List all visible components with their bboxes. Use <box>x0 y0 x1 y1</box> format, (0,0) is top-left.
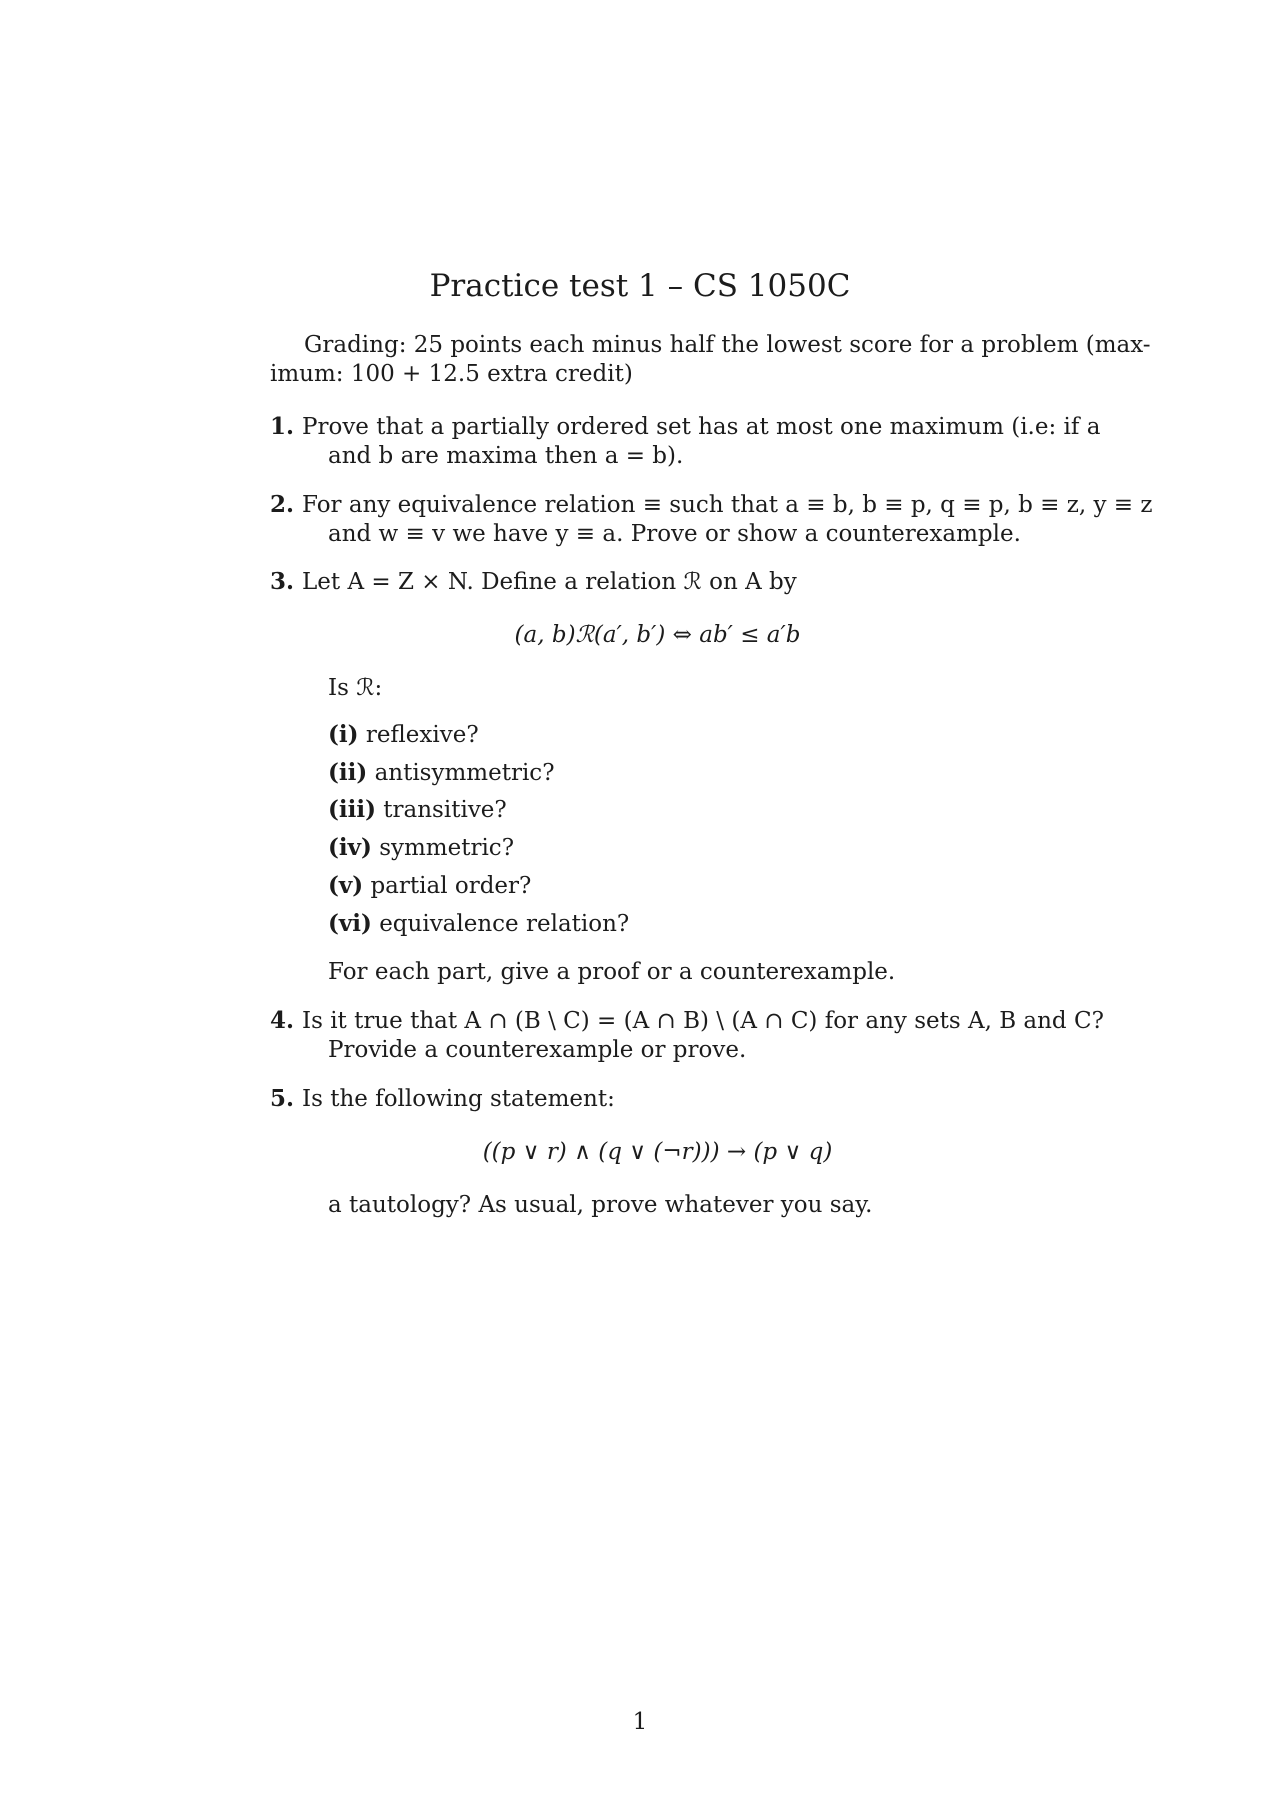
problem-3-closing: For each part, give a proof or a counterexample. <box>328 959 896 985</box>
problem-3-number: 3. <box>270 568 295 595</box>
problem-5-formula: ((p ∨ r) ∧ (q ∨ (¬r))) → (p ∨ q) <box>482 1139 833 1165</box>
problem-1-number: 1. <box>270 413 295 440</box>
page-title: Practice test 1 – CS 1050C <box>429 268 851 304</box>
problem-3-line-1: Let A = Z × N. Define a relation ℛ on A by <box>302 569 797 595</box>
problem-3-part-iii: (iii) transitive? <box>328 796 507 823</box>
problem-2-line-2: and w ≡ v we have y ≡ a. Prove or show a counterexample. <box>328 521 1021 547</box>
problem-1-line-1: Prove that a partially ordered set has at most one maximum (i.e: if a <box>302 414 1101 440</box>
problem-5-line-1: Is the following statement: <box>302 1086 615 1112</box>
problem-2-number: 2. <box>270 491 295 518</box>
problem-1-line-2: and b are maxima then a = b). <box>328 443 684 469</box>
problem-3-part-iv: (iv) symmetric? <box>328 834 515 861</box>
problem-3-part-v: (v) partial order? <box>328 872 532 899</box>
problem-3-part-i: (i) reflexive? <box>328 721 479 748</box>
problem-3-question: Is ℛ: <box>328 675 383 701</box>
problem-5-number: 5. <box>270 1085 295 1112</box>
problem-4-line-1: Is it true that A ∩ (B \ C) = (A ∩ B) \ (A ∩ C) for any sets A, B and C? <box>302 1008 1104 1034</box>
problem-4-number: 4. <box>270 1007 295 1034</box>
problem-3-formula: (a, b)ℛ(a′, b′) ⇔ ab′ ≤ a′b <box>514 622 801 648</box>
grading-line-1: Grading: 25 points each minus half the lowest score for a problem (max- <box>304 332 1151 358</box>
problem-4-line-2: Provide a counterexample or prove. <box>328 1037 747 1063</box>
problem-3-part-ii: (ii) antisymmetric? <box>328 759 555 786</box>
problem-3-part-vi: (vi) equivalence relation? <box>328 910 630 937</box>
page-number: 1 <box>632 1709 648 1735</box>
grading-line-2: imum: 100 + 12.5 extra credit) <box>270 361 633 387</box>
problem-2-line-1: For any equivalence relation ≡ such that a ≡ b, b ≡ p, q ≡ p, b ≡ z, y ≡ z <box>302 492 1153 518</box>
problem-5-closing: a tautology? As usual, prove whatever you say. <box>328 1192 873 1218</box>
